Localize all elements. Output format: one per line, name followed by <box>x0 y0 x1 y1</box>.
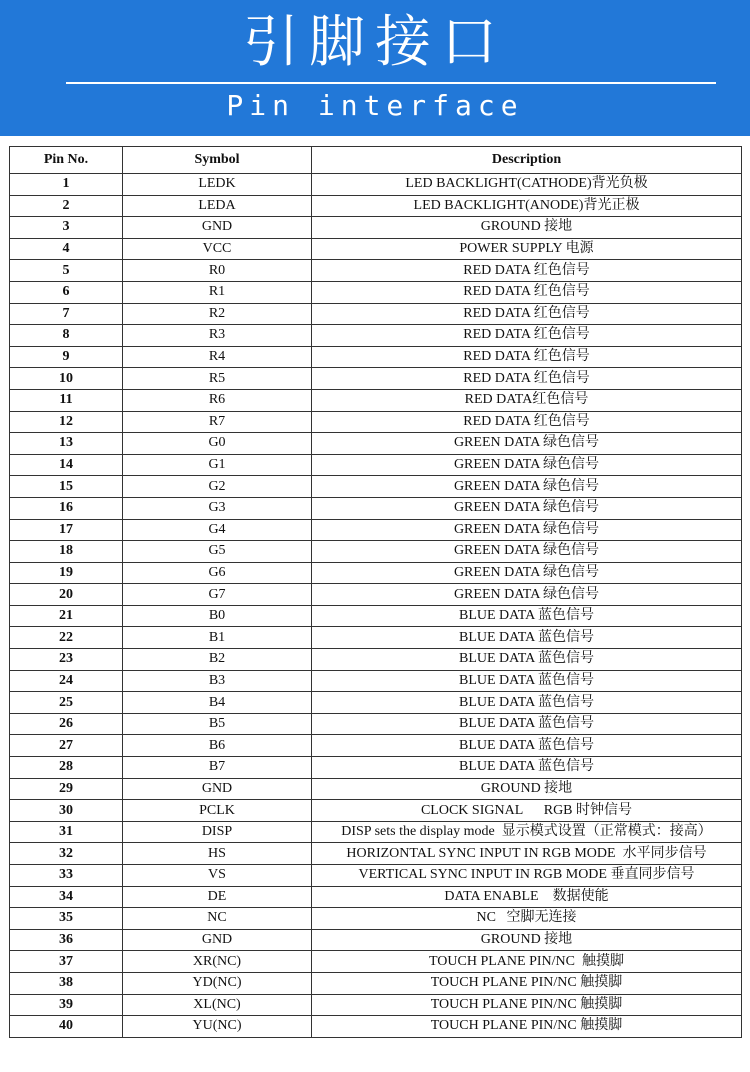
symbol-cell: G0 <box>123 433 312 455</box>
symbol-cell: HS <box>123 843 312 865</box>
table-row <box>10 281 742 303</box>
page-subtitle: Pin interface <box>226 89 524 122</box>
description-cell: RED DATA红色信号 <box>312 389 742 411</box>
symbol-cell: VS <box>123 865 312 887</box>
table-row <box>10 562 742 584</box>
description-cell: RED DATA 红色信号 <box>312 411 742 433</box>
symbol-cell: B6 <box>123 735 312 757</box>
description-cell: RED DATA 红色信号 <box>312 303 742 325</box>
table-row <box>10 778 742 800</box>
table-row <box>10 757 742 779</box>
table-row <box>10 735 742 757</box>
pin-cell: 14 <box>10 454 123 476</box>
pin-cell: 9 <box>10 346 123 368</box>
pin-cell: 20 <box>10 584 123 606</box>
pin-cell: 26 <box>10 713 123 735</box>
header-divider <box>66 82 716 84</box>
description-cell: GREEN DATA 绿色信号 <box>312 584 742 606</box>
description-cell: GREEN DATA 绿色信号 <box>312 454 742 476</box>
table-row <box>10 627 742 649</box>
table-row <box>10 174 742 196</box>
pin-cell: 10 <box>10 368 123 390</box>
description-cell: BLUE DATA 蓝色信号 <box>312 713 742 735</box>
symbol-cell: PCLK <box>123 800 312 822</box>
symbol-cell: G2 <box>123 476 312 498</box>
table-row <box>10 238 742 260</box>
table-row <box>10 368 742 390</box>
description-cell: RED DATA 红色信号 <box>312 346 742 368</box>
symbol-cell: B7 <box>123 757 312 779</box>
pin-cell: 18 <box>10 541 123 563</box>
description-cell: BLUE DATA 蓝色信号 <box>312 692 742 714</box>
description-cell: CLOCK SIGNAL RGB 时钟信号 <box>312 800 742 822</box>
description-cell: VERTICAL SYNC INPUT IN RGB MODE 垂直同步信号 <box>312 865 742 887</box>
table-row <box>10 886 742 908</box>
description-cell: POWER SUPPLY 电源 <box>312 238 742 260</box>
symbol-cell: R3 <box>123 325 312 347</box>
symbol-cell: B2 <box>123 649 312 671</box>
description-cell: BLUE DATA 蓝色信号 <box>312 605 742 627</box>
table-row <box>10 692 742 714</box>
pin-cell: 21 <box>10 605 123 627</box>
pin-cell: 34 <box>10 886 123 908</box>
pin-cell: 38 <box>10 972 123 994</box>
pin-cell: 12 <box>10 411 123 433</box>
table-row <box>10 713 742 735</box>
description-cell: RED DATA 红色信号 <box>312 325 742 347</box>
symbol-cell: YD(NC) <box>123 972 312 994</box>
symbol-cell: R6 <box>123 389 312 411</box>
description-cell: GREEN DATA 绿色信号 <box>312 476 742 498</box>
description-cell: GREEN DATA 绿色信号 <box>312 562 742 584</box>
symbol-cell: LEDK <box>123 174 312 196</box>
description-cell: BLUE DATA 蓝色信号 <box>312 735 742 757</box>
pin-cell: 22 <box>10 627 123 649</box>
description-cell: GREEN DATA 绿色信号 <box>312 541 742 563</box>
table-row <box>10 454 742 476</box>
table-row <box>10 584 742 606</box>
header-banner <box>0 0 750 136</box>
pin-cell: 1 <box>10 174 123 196</box>
table-row <box>10 951 742 973</box>
description-cell: BLUE DATA 蓝色信号 <box>312 627 742 649</box>
description-cell: LED BACKLIGHT(ANODE)背光正极 <box>312 195 742 217</box>
symbol-cell: R7 <box>123 411 312 433</box>
pin-cell: 24 <box>10 670 123 692</box>
pin-cell: 16 <box>10 497 123 519</box>
description-cell: TOUCH PLANE PIN/NC 触摸脚 <box>312 951 742 973</box>
symbol-cell: G5 <box>123 541 312 563</box>
description-cell: DISP sets the display mode 显示模式设置（正常模式：接高） <box>312 821 742 843</box>
pin-cell: 31 <box>10 821 123 843</box>
pin-table <box>9 146 742 1038</box>
description-cell: GROUND 接地 <box>312 778 742 800</box>
symbol-cell: B3 <box>123 670 312 692</box>
description-cell: TOUCH PLANE PIN/NC 触摸脚 <box>312 994 742 1016</box>
description-cell: TOUCH PLANE PIN/NC 触摸脚 <box>312 972 742 994</box>
table-row <box>10 433 742 455</box>
pin-cell: 5 <box>10 260 123 282</box>
table-row <box>10 346 742 368</box>
pin-cell: 32 <box>10 843 123 865</box>
pin-cell: 39 <box>10 994 123 1016</box>
symbol-cell: R4 <box>123 346 312 368</box>
symbol-cell: XL(NC) <box>123 994 312 1016</box>
table-row <box>10 260 742 282</box>
symbol-cell: DISP <box>123 821 312 843</box>
pin-cell: 28 <box>10 757 123 779</box>
table-row <box>10 195 742 217</box>
pin-cell: 15 <box>10 476 123 498</box>
description-cell: GREEN DATA 绿色信号 <box>312 519 742 541</box>
symbol-cell: R0 <box>123 260 312 282</box>
symbol-cell: GND <box>123 778 312 800</box>
table-row <box>10 325 742 347</box>
symbol-cell: G3 <box>123 497 312 519</box>
table-row <box>10 800 742 822</box>
pin-cell: 2 <box>10 195 123 217</box>
description-cell: LED BACKLIGHT(CATHODE)背光负极 <box>312 174 742 196</box>
column-header-description: Description <box>312 147 742 174</box>
description-cell: GROUND 接地 <box>312 217 742 239</box>
table-row <box>10 994 742 1016</box>
symbol-cell: B0 <box>123 605 312 627</box>
description-cell: GREEN DATA 绿色信号 <box>312 433 742 455</box>
table-row <box>10 303 742 325</box>
pin-cell: 27 <box>10 735 123 757</box>
table-row <box>10 821 742 843</box>
symbol-cell: G4 <box>123 519 312 541</box>
description-cell: GREEN DATA 绿色信号 <box>312 497 742 519</box>
table-row <box>10 217 742 239</box>
symbol-cell: G6 <box>123 562 312 584</box>
symbol-cell: DE <box>123 886 312 908</box>
table-row <box>10 411 742 433</box>
pin-cell: 36 <box>10 929 123 951</box>
table-row <box>10 389 742 411</box>
symbol-cell: GND <box>123 217 312 239</box>
symbol-cell: XR(NC) <box>123 951 312 973</box>
pin-cell: 4 <box>10 238 123 260</box>
description-cell: DATA ENABLE 数据使能 <box>312 886 742 908</box>
pin-cell: 17 <box>10 519 123 541</box>
table-row <box>10 541 742 563</box>
description-cell: BLUE DATA 蓝色信号 <box>312 757 742 779</box>
pin-cell: 7 <box>10 303 123 325</box>
pin-cell: 3 <box>10 217 123 239</box>
pin-cell: 11 <box>10 389 123 411</box>
symbol-cell: G7 <box>123 584 312 606</box>
description-cell: RED DATA 红色信号 <box>312 260 742 282</box>
symbol-cell: VCC <box>123 238 312 260</box>
pin-cell: 13 <box>10 433 123 455</box>
pin-cell: 8 <box>10 325 123 347</box>
symbol-cell: R2 <box>123 303 312 325</box>
symbol-cell: R1 <box>123 281 312 303</box>
table-row <box>10 605 742 627</box>
table-row <box>10 843 742 865</box>
symbol-cell: B1 <box>123 627 312 649</box>
pin-cell: 6 <box>10 281 123 303</box>
page-title: 引脚接口 <box>243 10 507 75</box>
pin-cell: 25 <box>10 692 123 714</box>
pin-cell: 23 <box>10 649 123 671</box>
symbol-cell: LEDA <box>123 195 312 217</box>
table-row <box>10 908 742 930</box>
description-cell: RED DATA 红色信号 <box>312 368 742 390</box>
column-header-symbol: Symbol <box>123 147 312 174</box>
table-header-row <box>10 147 742 174</box>
description-cell: HORIZONTAL SYNC INPUT IN RGB MODE 水平同步信号 <box>312 843 742 865</box>
description-cell: GROUND 接地 <box>312 929 742 951</box>
pin-cell: 29 <box>10 778 123 800</box>
pin-cell: 30 <box>10 800 123 822</box>
description-cell: RED DATA 红色信号 <box>312 281 742 303</box>
pin-cell: 40 <box>10 1016 123 1038</box>
table-row <box>10 1016 742 1038</box>
symbol-cell: R5 <box>123 368 312 390</box>
table-row <box>10 865 742 887</box>
table-row <box>10 519 742 541</box>
table-row <box>10 476 742 498</box>
table-row <box>10 972 742 994</box>
description-cell: TOUCH PLANE PIN/NC 触摸脚 <box>312 1016 742 1038</box>
description-cell: BLUE DATA 蓝色信号 <box>312 670 742 692</box>
symbol-cell: G1 <box>123 454 312 476</box>
pin-cell: 19 <box>10 562 123 584</box>
symbol-cell: NC <box>123 908 312 930</box>
symbol-cell: YU(NC) <box>123 1016 312 1038</box>
table-row <box>10 929 742 951</box>
table-row <box>10 649 742 671</box>
pin-cell: 33 <box>10 865 123 887</box>
symbol-cell: GND <box>123 929 312 951</box>
description-cell: NC 空脚无连接 <box>312 908 742 930</box>
table-row <box>10 497 742 519</box>
symbol-cell: B4 <box>123 692 312 714</box>
symbol-cell: B5 <box>123 713 312 735</box>
description-cell: BLUE DATA 蓝色信号 <box>312 649 742 671</box>
pin-cell: 37 <box>10 951 123 973</box>
pin-cell: 35 <box>10 908 123 930</box>
column-header-pin: Pin No. <box>10 147 123 174</box>
table-row <box>10 670 742 692</box>
